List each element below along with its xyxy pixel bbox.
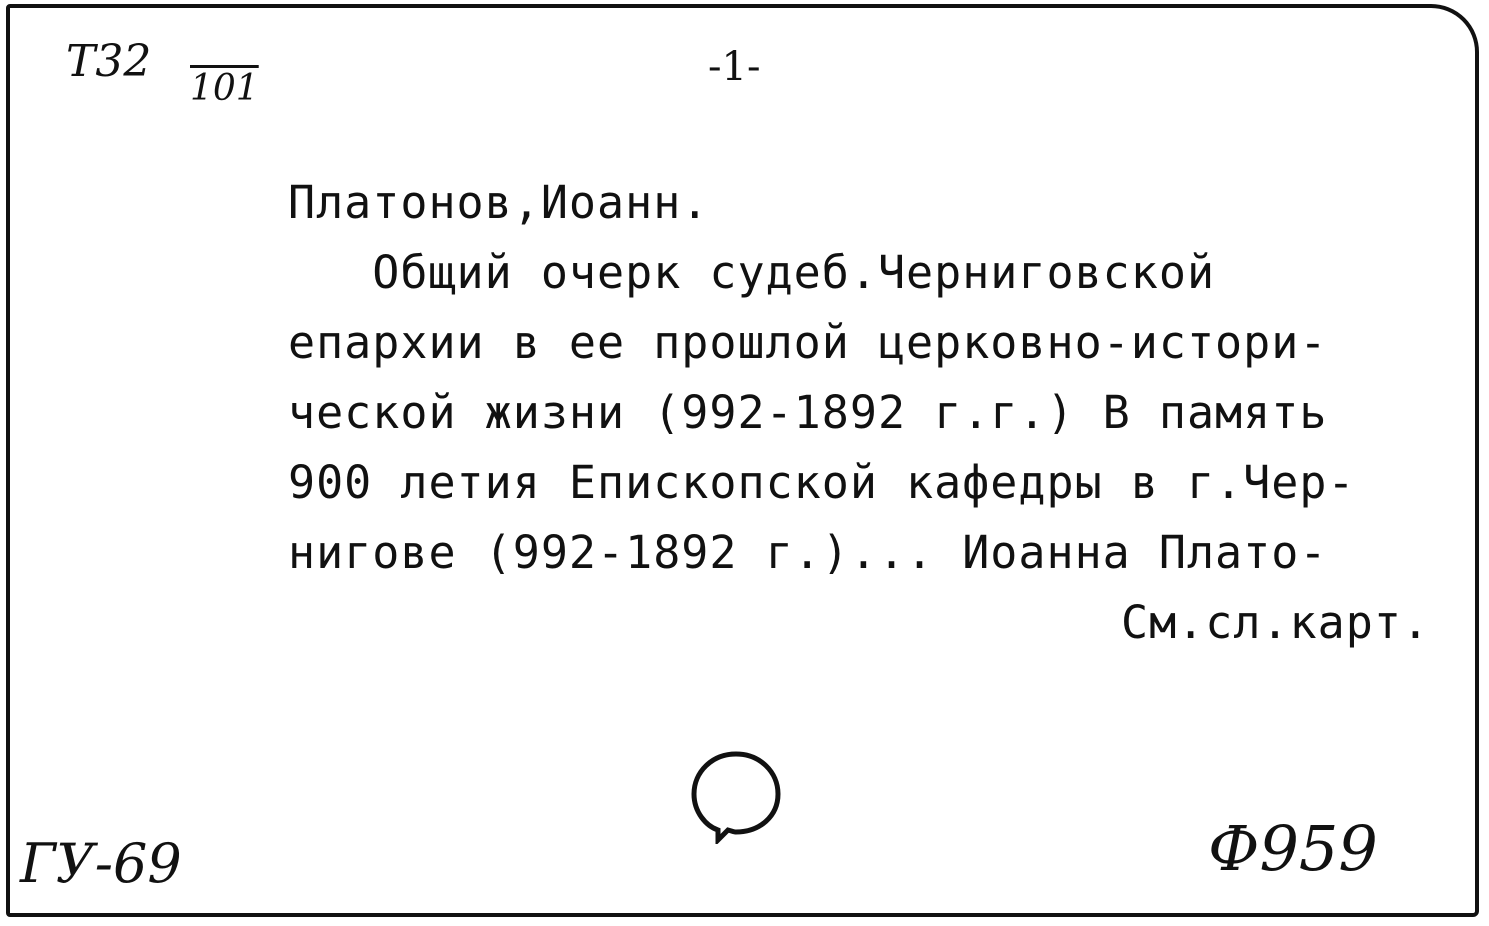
call-number-main: Т32 — [66, 36, 152, 87]
punch-hole-icon — [688, 748, 784, 844]
card-text — [288, 168, 1438, 658]
left-code: ГУ-69 — [20, 832, 182, 895]
title-line: ческой жизни (992-1892 г.г.) В память — [288, 386, 1328, 439]
page-number: -1- — [708, 44, 761, 90]
right-code: Ф959 — [1208, 812, 1378, 885]
title-line: нигове (992-1892 г.)... Иоанна Плато- — [288, 526, 1328, 579]
call-number-sub: 101 — [190, 68, 259, 109]
title-line: 900 летия Епископской кафедры в г.Чер- — [288, 456, 1356, 509]
author-line: Платонов,Иоанн. — [288, 176, 710, 229]
title-line: епархии в ее прошлой церковно-истори- — [288, 316, 1328, 369]
title-line: Общий очерк судеб.Черниговской — [288, 246, 1216, 299]
continuation-note: См.сл.карт. — [1120, 596, 1430, 649]
